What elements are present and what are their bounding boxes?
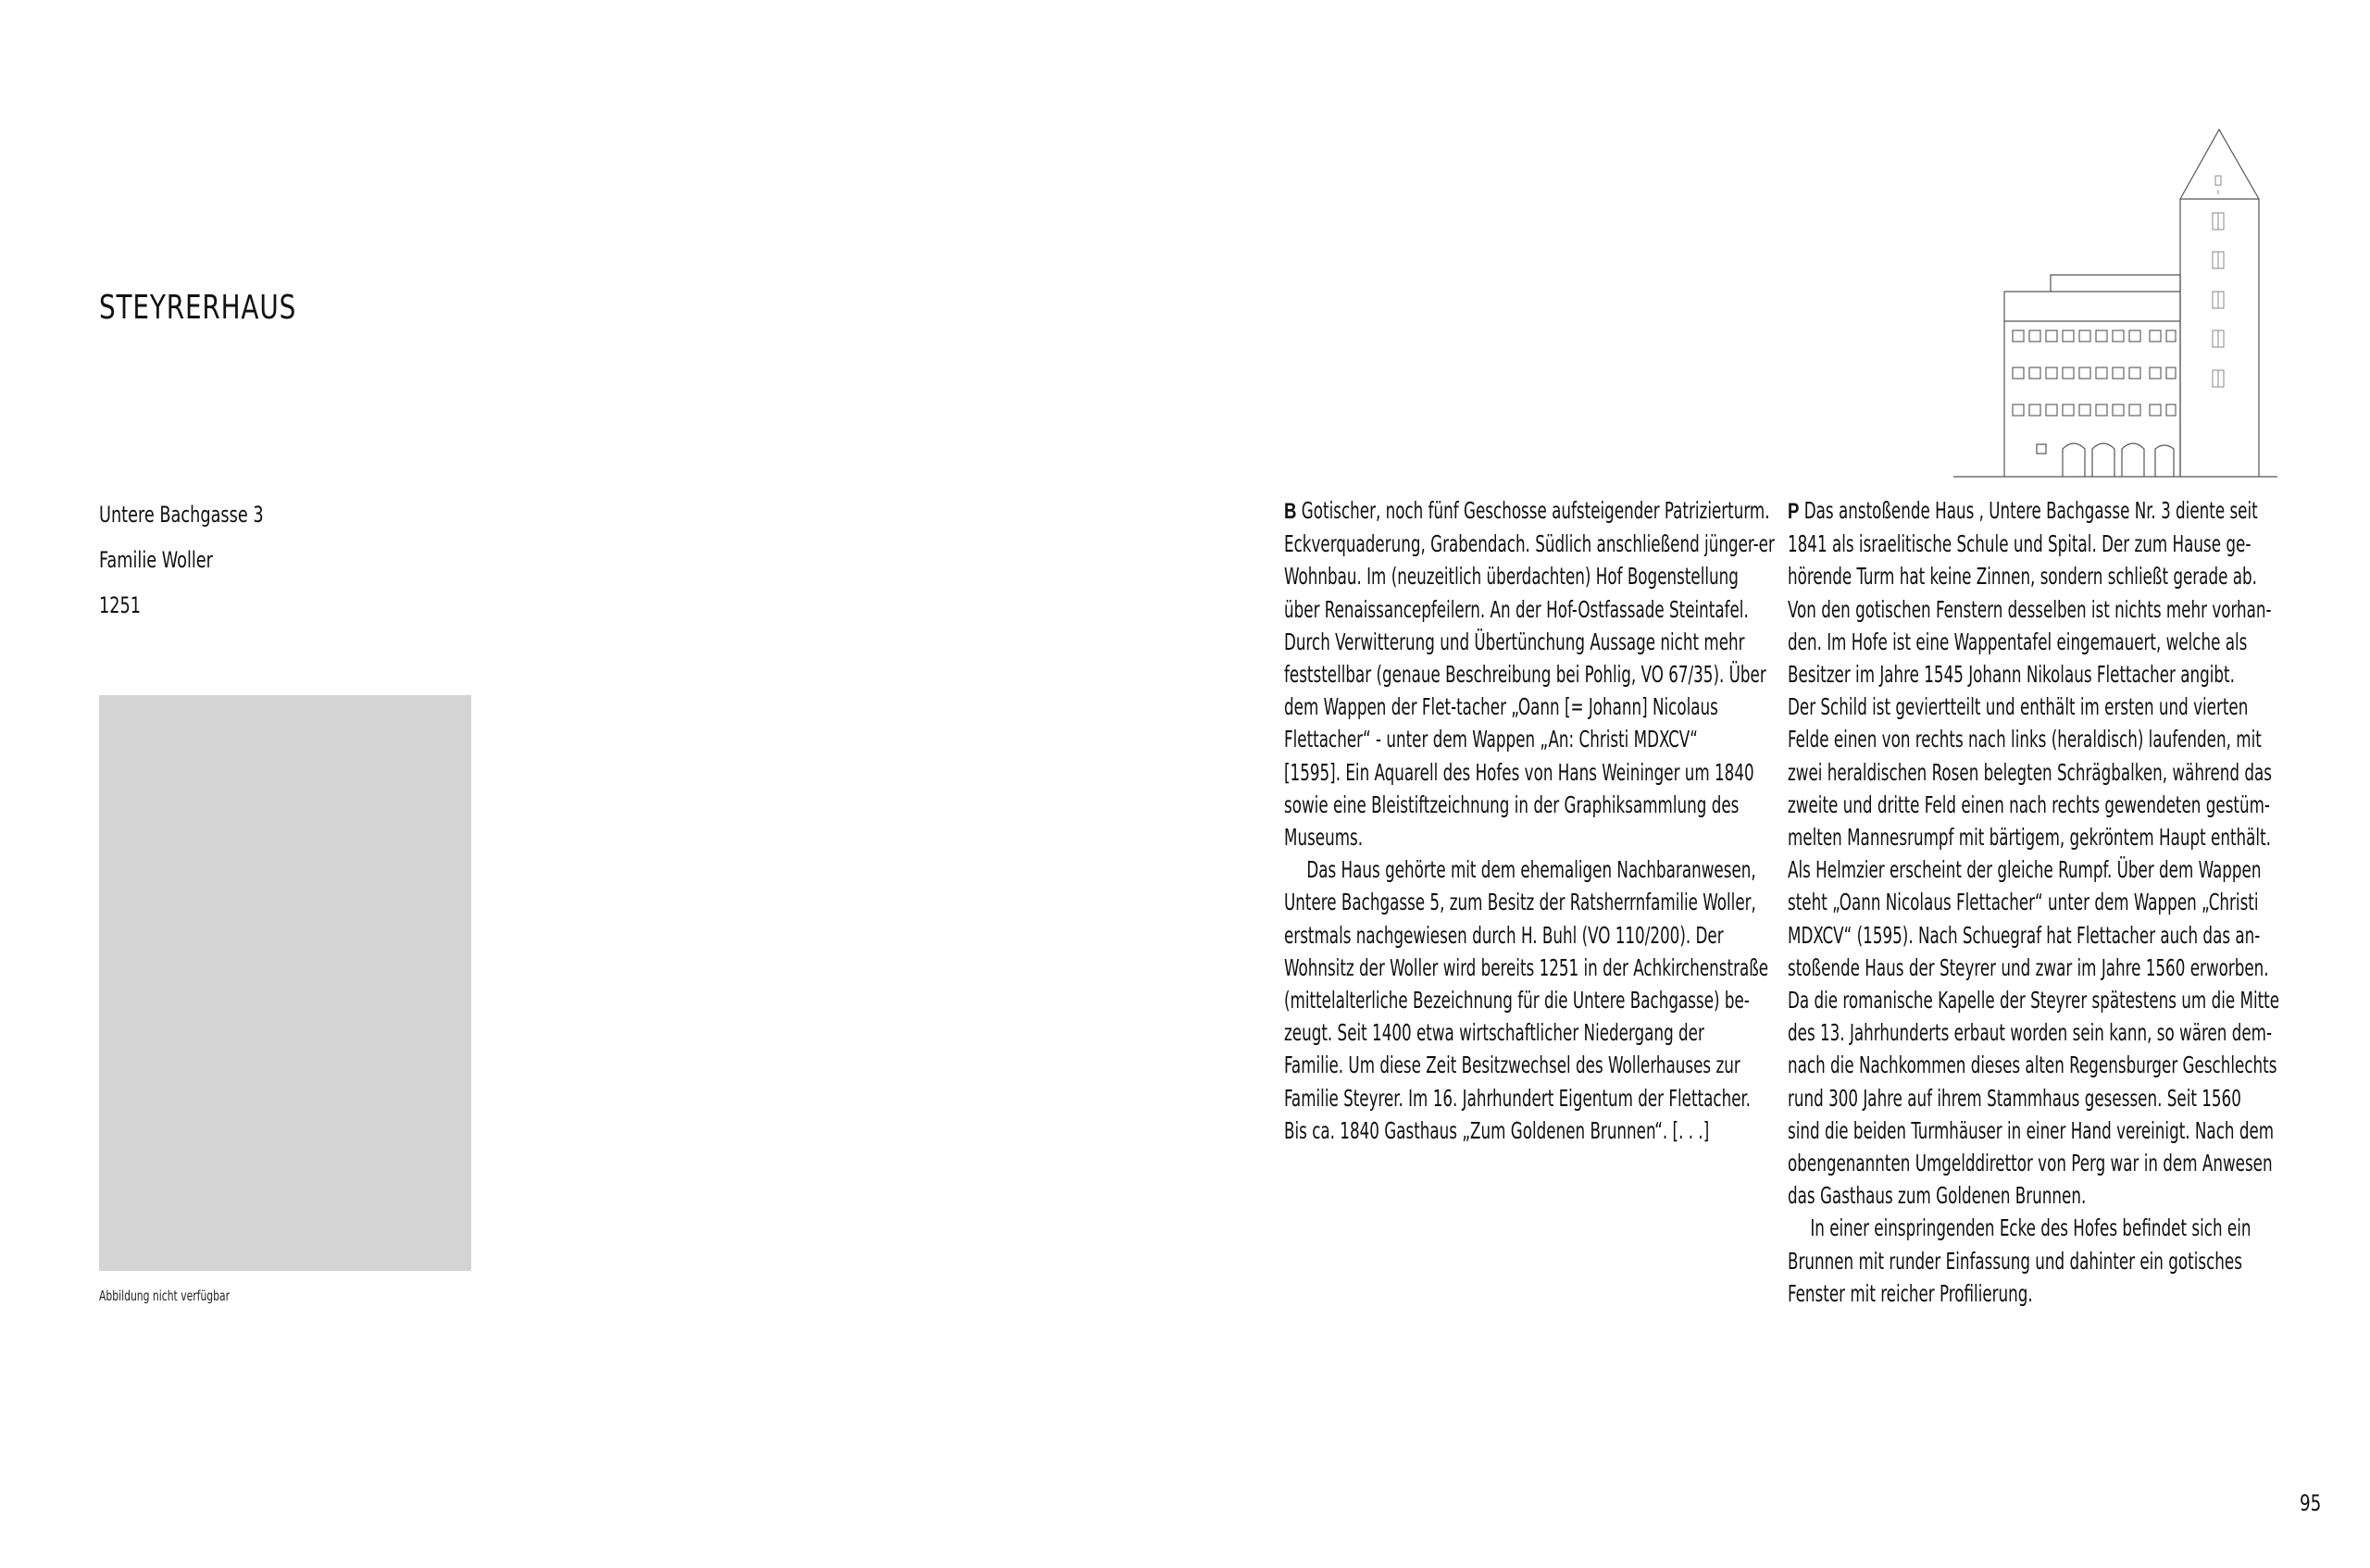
image-caption: Abbildung nicht verfügbar — [99, 1288, 231, 1304]
building-windows — [2013, 330, 2176, 416]
column-b-lead: B — [1284, 499, 1297, 524]
image-placeholder — [99, 695, 471, 1271]
column-p-paragraph-1-text: Das anstoßende Haus , Untere Bachgasse Nr. 3 diente seit 1841 als israelitische Schule und Spital. Der zum Hause ge- hörende Turm hat keine Zinnen, sondern schließt gerade ab. Von den gotischen Fenstern desselben ist nichts mehr vorhan- den. Im Hofe ist eine Wappentafel eingemauert, welche als Besitzer im Jahre 1545 Johann Nikolaus Flettacher angibt. Der Schild ist geviertteilt und enthält im ersten und vierten Felde einen von rechts nach links (heraldisch) laufenden, mit zwei heraldischen Rosen belegten Schrägbalken, während das zweite und dritte Feld einen nach rechts gewendeten gestüm- melten Mannesrumpf mit bärtigem, gekröntem Haupt enthält. Als Helmzier erscheint der gleiche Rumpf. Über dem Wappen steht „Oann Nicolaus Flettacher“ unter dem Wappen „Christi MDXCV“ (1595). Nach Schuegraf hat Flettacher auch das an- stoßende Haus der Steyrer und zwar im Jahre 1560 erworben. Da die romanische Kapelle der Steyrer spätestens um die Mitte des 13. Jahrhunderts erbaut worden sein kann, so wären dem- nach die Nachkommen dieses alten Regensburger Geschlechts rund 300 Jahre auf ihrem Stammhaus gesessen. Seit 1560 sind die beiden Turmhäuser in einer Hand vereinigt. Nach dem obengenannten Umgelddirettor von Perg war in dem Anwesen das Gasthaus zum Goldenen Brunnen. — [1788, 497, 2280, 1210]
column-p-paragraph-1 — [1788, 494, 2280, 1212]
text-column-p — [1788, 494, 2370, 1310]
year-label: 1251 — [99, 592, 142, 618]
page-title: STEYRERHAUS — [99, 289, 297, 327]
ground-floor-openings — [2037, 443, 2174, 477]
tower-openings — [2213, 176, 2224, 387]
building-elevation-icon — [1953, 125, 2277, 481]
family-label: Familie Woller — [99, 547, 213, 573]
column-b-paragraph-1-text: Gotischer, noch fünf Geschosse aufsteigender Patrizierturm. Eckverquaderung, Grabendach. Südlich anschließend jünger-er Wohnbau. Im (neuzeitlich überdachten) Hof Bogenstellung über Renaissancepfeilern. An der Hof-Ostfassade Steintafel. Durch Verwitterung und Übertünchung Aussage nicht mehr feststellbar (genaue Beschreibung bei Pohlig, VO 67/35). Über dem Wappen der Flet-tacher „Oann [= Johann] Nicolaus Flettacher“ - unter dem Wappen „An: Christi MDXCV“ [1595]. Ein Aquarell des Hofes von Hans Weininger um 1840 sowie eine Bleistiftzeichnung in der Graphiksammlung des Museums. — [1284, 497, 1775, 852]
column-b-paragraph-2: Das Haus gehörte mit dem ehemaligen Nachbaranwesen, Untere Bachgasse 5, zum Besitz der Ratsherrnfamilie Woller, erstmals nachgewiesen durch H. Buhl (VO 110/200). Der Wohnsitz der Woller wird bereits 1251 in der Achkirchenstraße (mittelalterliche Bezeichnung für die Untere Bachgasse) be- zeugt. Seit 1400 etwa wirtschaftlicher Niedergang der Familie. Um diese Zeit Besitzwechsel des Wollerhauses zur Familie Steyrer. Im 16. Jahrhundert Eigentum der Flettacher. Bis ca. 1840 Gasthaus „Zum Goldenen Brunnen“. [. . .] — [1284, 856, 1769, 1144]
column-b-paragraph-1 — [1284, 494, 1777, 853]
page-number: 95 — [2300, 1490, 2322, 1516]
column-p-paragraph-2: In einer einspringenden Ecke des Hofes befindet sich ein Brunnen mit runder Einfassung und dahinter ein gotisches Fenster mit reicher Profilierung. — [1788, 1214, 2252, 1307]
address-label: Untere Bachgasse 3 — [99, 502, 264, 528]
column-p-lead: P — [1788, 499, 1800, 524]
